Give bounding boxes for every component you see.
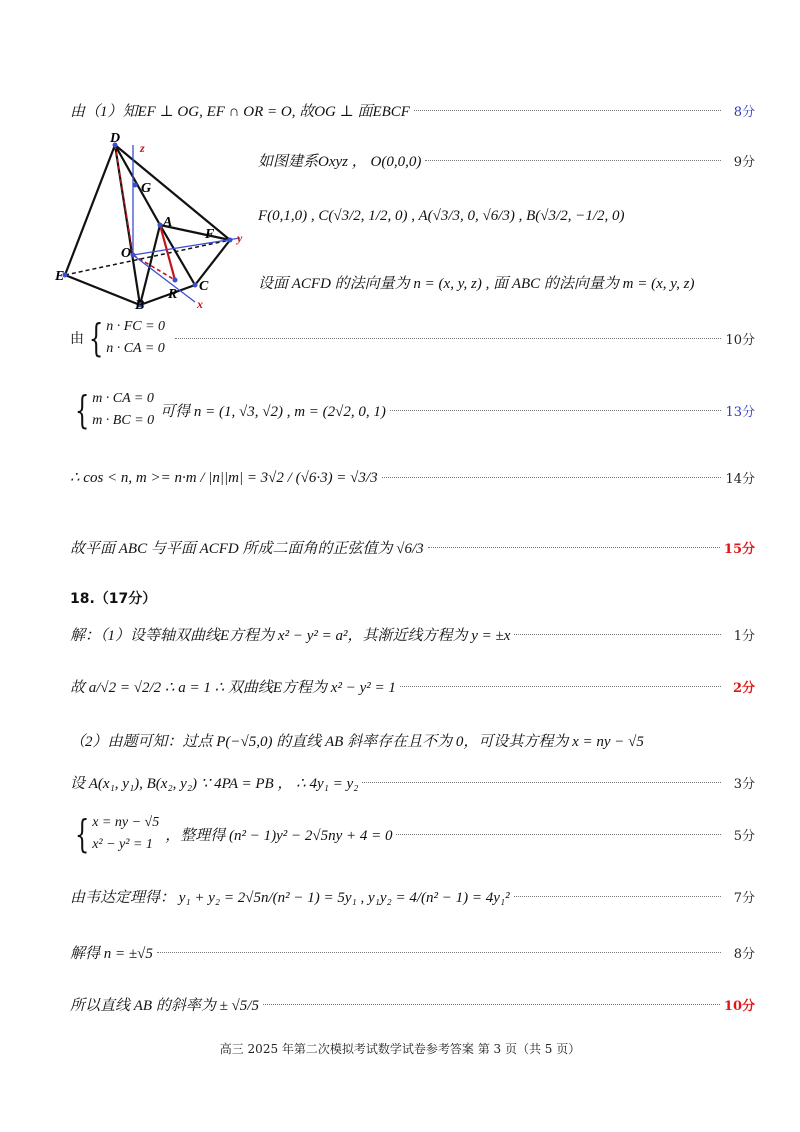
dotted-leader xyxy=(425,160,721,161)
equation-row: x = ny − √5 xyxy=(92,815,160,830)
score-label: 8分 xyxy=(733,105,755,120)
line-q18-8 xyxy=(70,994,755,1015)
line-cosine xyxy=(70,468,755,487)
statement-text: （2）由题可知：过点 P(−√5,0) 的直线 AB 斜率存在且不为 0，可设其方程为 x = ny − √5 xyxy=(70,734,644,750)
statement-text: 故平面 ABC 与平面 ACFD 所成二面角的正弦值为 √6/3 xyxy=(70,541,424,557)
equation-row: m · BC = 0 xyxy=(92,413,155,429)
score-label: 9分 xyxy=(733,155,755,170)
dotted-leader xyxy=(414,110,721,111)
equation-row: x² − y² = 1 xyxy=(92,837,153,853)
statement-text: 由（1）知EF ⊥ OG, EF ∩ OR = O, 故OG ⊥ 面EBCF xyxy=(70,104,410,120)
line-q18-7 xyxy=(70,942,755,963)
equation-system xyxy=(70,388,154,433)
equation-row: n · FC = 0 xyxy=(106,319,166,334)
brace-glyph: { xyxy=(74,812,90,857)
dotted-leader xyxy=(514,896,721,897)
statement-text: 设 A(x₁, y₁), B(x₂, y₂) ∵ 4PA = PB ， ∴ 4y₁ = y₂ xyxy=(70,776,359,792)
statement-text: 故 a/√2 = √2/2 ∴ a = 1 ∴ 双曲线E方程为 x² − y² = 1 xyxy=(70,680,396,696)
line-normal-vectors xyxy=(258,272,755,293)
line-coord-system xyxy=(258,150,755,171)
label-y: y xyxy=(237,231,243,245)
dotted-leader xyxy=(382,477,721,478)
brace-glyph: { xyxy=(88,316,104,361)
line-q18-5 xyxy=(70,812,755,857)
equation-system xyxy=(70,812,159,857)
dotted-leader xyxy=(514,634,721,635)
line-system-m xyxy=(70,388,755,433)
statement-text: 如图建系Oxyz ， O(0,0,0) xyxy=(258,154,422,170)
equation-row: m · CA = 0 xyxy=(92,391,154,406)
line-og-perp xyxy=(70,100,755,121)
statement-text: ，整理得 (n² − 1)y² − 2√5ny + 4 = 0 xyxy=(165,827,393,844)
dotted-leader xyxy=(390,410,721,411)
line-system-n xyxy=(70,316,755,361)
line-q18-4 xyxy=(70,772,755,793)
score-label: 8分 xyxy=(733,947,755,962)
statement-text: 设面 ACFD 的法向量为 n = (x, y, z) , 面 ABC 的法向量为 m = (x, y, z) xyxy=(258,276,695,292)
dotted-leader xyxy=(263,1004,720,1005)
brace-glyph: { xyxy=(74,388,90,433)
statement-text: ∴ cos < n, m >= n·m / |n||m| = 3√2 / (√6·3) = √3/3 xyxy=(70,470,378,486)
line-point-coords xyxy=(258,208,755,225)
page-footer: 高三 2025 年第二次模拟考试数学试卷参考答案 第 3 页（共 5 页） xyxy=(219,1042,581,1056)
score-label: 10分 xyxy=(725,332,755,348)
dotted-leader xyxy=(175,338,721,339)
line-q18-3 xyxy=(70,730,755,751)
label-o: O xyxy=(121,246,132,261)
score-label: 14分 xyxy=(725,472,755,487)
label-c: C xyxy=(199,279,209,294)
score-label: 15分 xyxy=(723,542,755,557)
pyramid-figure xyxy=(55,130,255,314)
equation-system xyxy=(84,316,165,361)
label-g: G xyxy=(141,181,152,196)
score-label: 1分 xyxy=(733,629,755,644)
statement-text: 解得 n = ±√5 xyxy=(70,946,153,962)
score-label: 7分 xyxy=(733,891,755,906)
label-d: D xyxy=(110,131,121,146)
dotted-leader xyxy=(428,547,720,548)
score-label: 2分 xyxy=(732,681,755,696)
label-r: R xyxy=(168,287,178,302)
statement-text: 可得 n = (1, √3, √2) , m = (2√2, 0, 1) xyxy=(160,403,386,420)
prefix-text: 由 xyxy=(70,331,84,348)
label-b: B xyxy=(135,298,145,310)
dotted-leader xyxy=(400,686,721,687)
label-z: z xyxy=(140,141,145,155)
line-sine-result xyxy=(70,537,755,558)
line-q18-6 xyxy=(70,886,755,907)
label-a: A xyxy=(163,215,173,230)
equation-row: n · CA = 0 xyxy=(106,341,165,357)
label-x: x xyxy=(197,297,203,310)
line-q18-2 xyxy=(70,676,755,697)
statement-text: 所以直线 AB 的斜率为 ± √5/5 xyxy=(70,998,259,1014)
label-f: F xyxy=(205,227,215,242)
question-heading: 18.（17分） xyxy=(70,591,157,607)
dotted-leader xyxy=(362,782,721,783)
score-label: 13分 xyxy=(725,404,755,420)
score-label: 5分 xyxy=(733,828,755,844)
line-q18-1 xyxy=(70,624,755,645)
dotted-leader xyxy=(157,952,721,953)
score-label: 3分 xyxy=(733,777,755,792)
score-label: 10分 xyxy=(723,999,755,1014)
label-e: E xyxy=(55,269,65,284)
dotted-leader xyxy=(396,834,721,835)
statement-text: 解：（1）设等轴双曲线E方程为 x² − y² = a²，其渐近线方程为 y = ±x xyxy=(70,628,511,644)
statement-text: F(0,1,0) , C(√3/2, 1/2, 0) , A(√3/3, 0, √6/3) , B(√3/2, −1/2, 0) xyxy=(258,208,625,224)
statement-text: 由韦达定理得： y₁ + y₂ = 2√5n/(n² − 1) = 5y₁ , y₁y₂ = 4/(n² − 1) = 4y₁² xyxy=(70,890,510,906)
